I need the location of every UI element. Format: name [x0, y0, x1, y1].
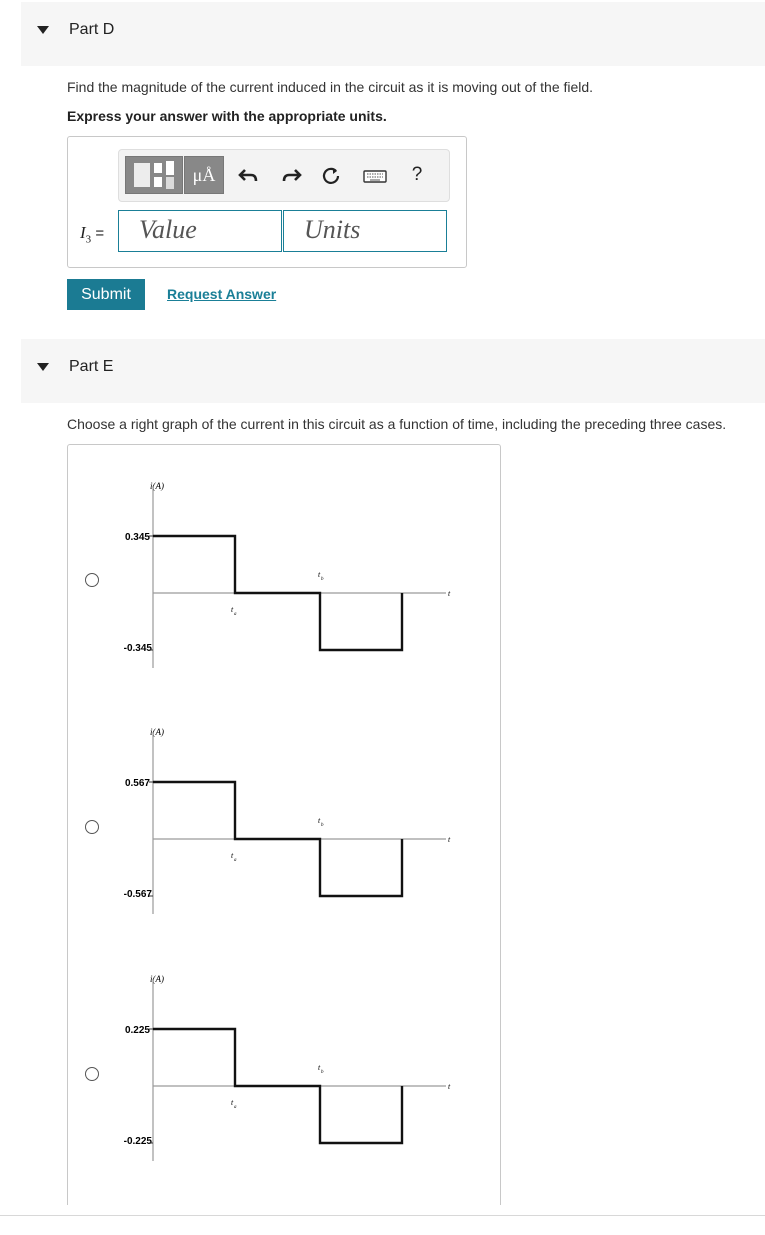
fraction-template-button[interactable] — [125, 156, 183, 194]
keyboard-icon[interactable] — [363, 164, 387, 194]
svg-text:t: t — [318, 1063, 321, 1072]
x-axis-label: t — [448, 1082, 451, 1091]
svg-text:a: a — [234, 858, 237, 863]
svg-text:t: t — [231, 851, 234, 860]
y-axis-label: i(A) — [150, 974, 164, 984]
value-input[interactable]: Value — [118, 210, 282, 252]
tb-label — [318, 570, 324, 582]
max-value-label: 0.345 — [124, 532, 150, 543]
graph-option-3[interactable] — [110, 971, 460, 1171]
ta-label — [231, 605, 237, 617]
graph-plot — [149, 732, 446, 914]
units-button[interactable]: μÅ — [184, 156, 224, 194]
equals-sign: = — [95, 225, 105, 242]
part-d-header[interactable] — [21, 2, 765, 66]
units-input[interactable]: Units — [283, 210, 447, 252]
svg-text:t: t — [318, 570, 321, 579]
math-toolbar — [118, 149, 450, 202]
svg-text:t: t — [231, 605, 234, 614]
svg-text:b: b — [321, 577, 324, 582]
graph-plot — [149, 979, 446, 1161]
svg-text:t: t — [231, 1098, 234, 1107]
graph-option-radio-2[interactable] — [85, 820, 99, 834]
fraction-template-icon — [126, 157, 182, 193]
part-e-question: Choose a right graph of the current in this circuit as a function of time, including the preceding three cases. — [67, 416, 727, 432]
collapse-triangle-icon[interactable] — [37, 363, 49, 371]
part-d-instruction: Express your answer with the appropriate units. — [67, 108, 387, 124]
x-axis-label: t — [448, 835, 451, 844]
ta-label — [231, 851, 237, 863]
part-e-header[interactable] — [21, 339, 765, 403]
x-axis-label: t — [448, 589, 451, 598]
tb-label — [318, 816, 324, 828]
part-d-title: Part D — [69, 21, 115, 38]
answer-box — [67, 136, 467, 268]
variable-symbol: I — [80, 223, 86, 242]
svg-text:b: b — [321, 823, 324, 828]
y-axis-label: i(A) — [150, 481, 164, 491]
graph-option-1[interactable] — [110, 478, 460, 678]
min-value-label: -0.567 — [123, 889, 152, 900]
min-value-label: -0.345 — [123, 643, 152, 654]
max-value-label: 0.225 — [124, 1025, 150, 1036]
min-value-label: -0.225 — [123, 1136, 152, 1147]
max-value-label: 0.567 — [124, 778, 150, 789]
variable-label — [80, 223, 104, 245]
request-answer-link[interactable]: Request Answer — [167, 286, 277, 302]
y-axis-label: i(A) — [150, 727, 164, 737]
variable-subscript: 3 — [85, 233, 92, 246]
part-e-title: Part E — [69, 358, 114, 375]
svg-text:b: b — [321, 1070, 324, 1075]
bottom-divider — [0, 1215, 765, 1216]
help-button[interactable]: ? — [411, 164, 423, 185]
graph-option-radio-3[interactable] — [85, 1067, 99, 1081]
svg-text:a: a — [234, 612, 237, 617]
redo-arrow-icon[interactable] — [279, 164, 303, 194]
ta-label — [231, 1098, 237, 1110]
svg-text:a: a — [234, 1105, 237, 1110]
collapse-triangle-icon[interactable] — [37, 26, 49, 34]
graph-option-2[interactable] — [110, 724, 460, 924]
tb-label — [318, 1063, 324, 1075]
part-d-question: Find the magnitude of the current induced in the circuit as it is moving out of the field. — [67, 79, 594, 95]
reset-icon[interactable] — [319, 164, 343, 194]
graph-plot — [149, 486, 446, 668]
graph-option-radio-1[interactable] — [85, 573, 99, 587]
submit-button[interactable]: Submit — [67, 279, 145, 310]
undo-arrow-icon[interactable] — [237, 164, 261, 194]
svg-text:t: t — [318, 816, 321, 825]
